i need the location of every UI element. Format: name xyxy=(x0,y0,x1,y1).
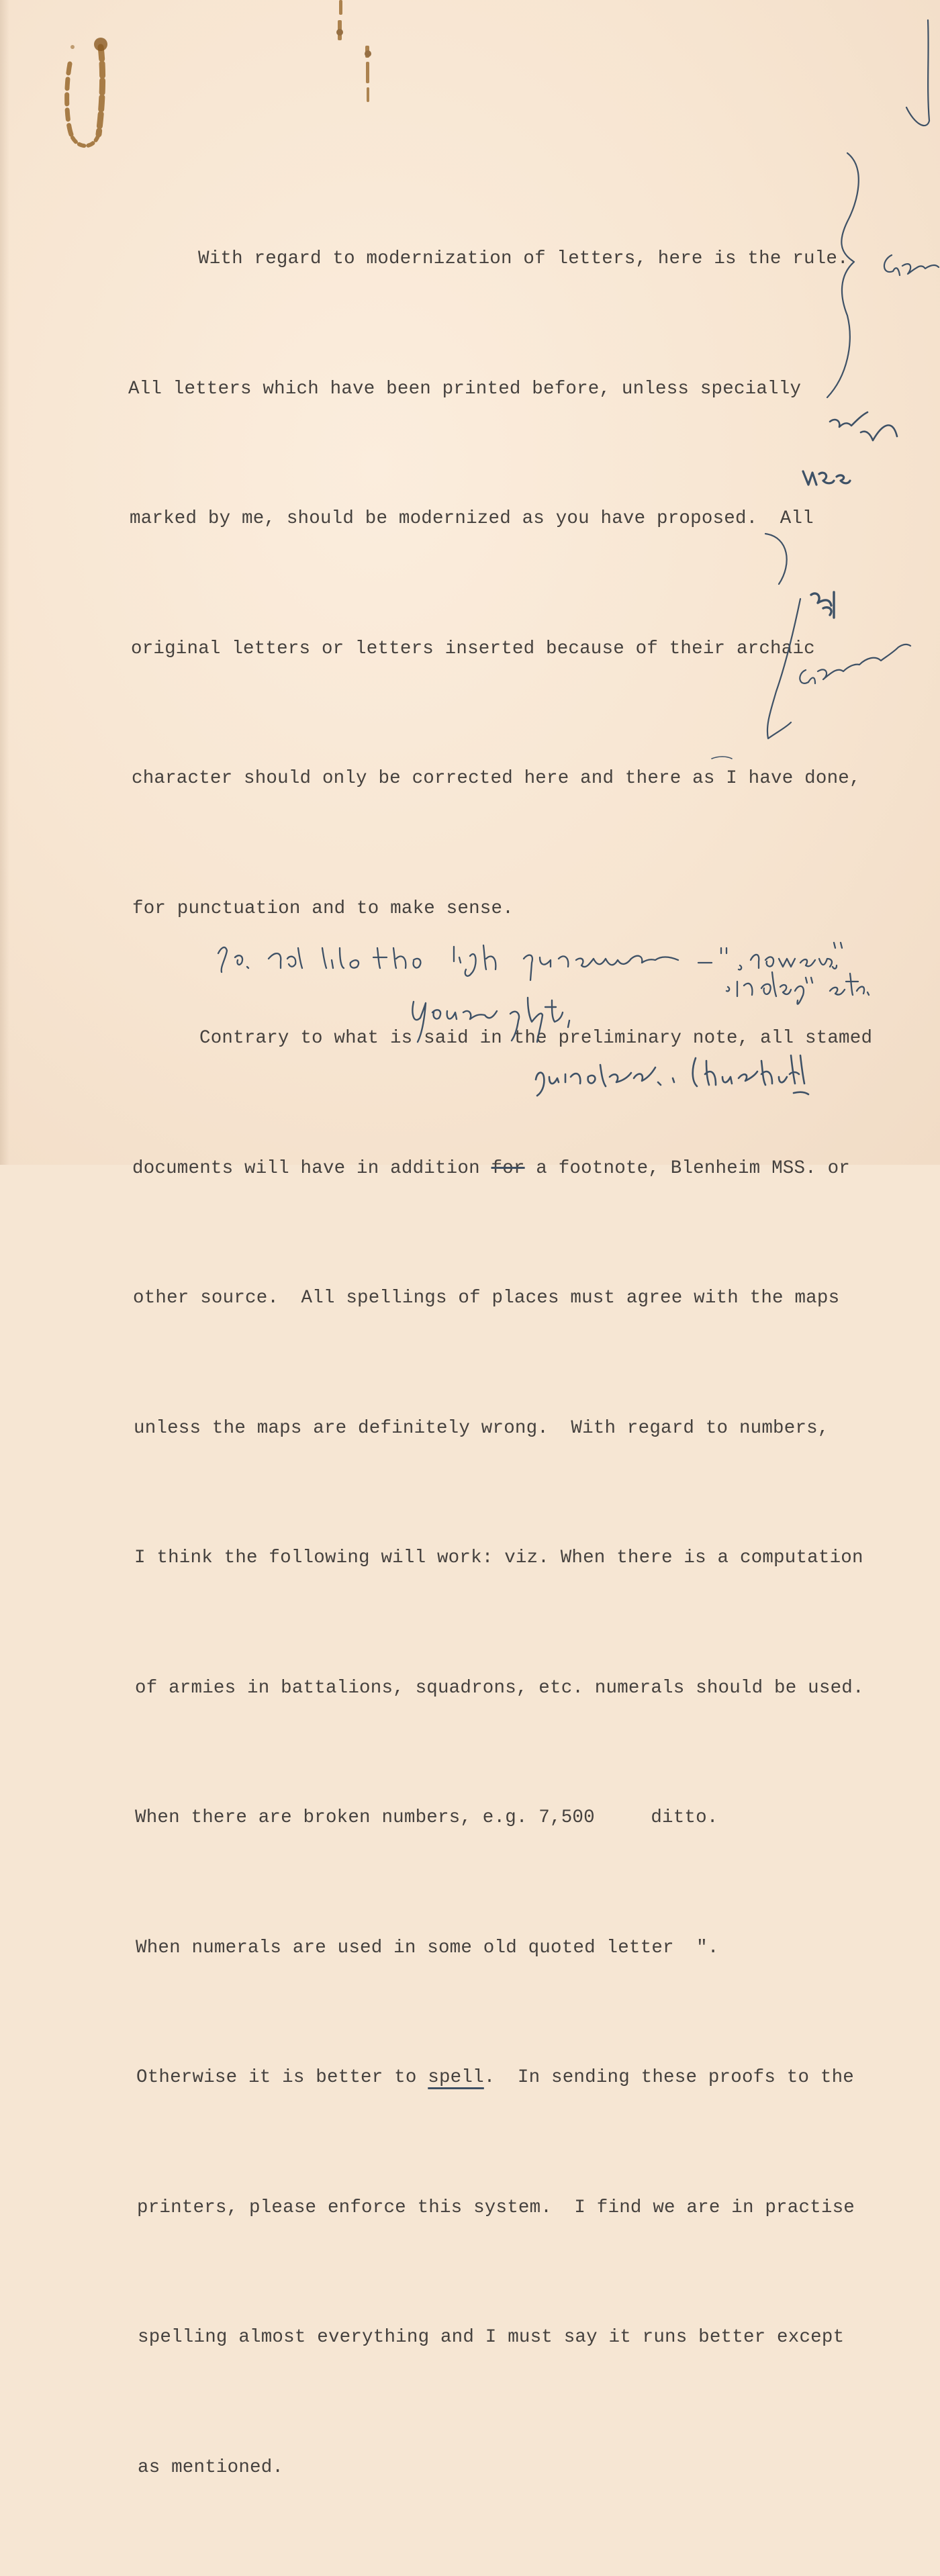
typed-fragment: Otherwise it is better to xyxy=(136,2067,428,2088)
typed-line: original letters or letters inserted because of their archaic xyxy=(131,638,815,659)
typed-line: When numerals are used in some old quoted letter ". xyxy=(136,1937,719,1958)
typed-line: spelling almost everything and I must say it runs better except xyxy=(138,2327,845,2348)
typed-line: marked by me, should be modernized as you have proposed. All xyxy=(130,508,814,529)
typed-line: as mentioned. xyxy=(138,2456,284,2478)
typed-line: other source. All spellings of places must agree with the maps xyxy=(133,1288,840,1308)
typed-line: of armies in battalions, squadrons, etc. numerals should be used. xyxy=(135,1677,864,1699)
typed-line xyxy=(132,1147,910,1191)
typed-line: printers, please enforce this system. I find we are in practise xyxy=(137,2197,855,2218)
typed-line: character should only be corrected here and there as I have done, xyxy=(132,768,861,789)
typed-line: All letters which have been printed before, unless specially xyxy=(128,378,802,399)
typed-fragment: documents will have in addition xyxy=(132,1157,491,1179)
typed-fragment: . In sending these proofs to the xyxy=(483,2067,854,2088)
typed-line: I think the following will work: viz. When there is a computation xyxy=(134,1547,863,1568)
typed-letter-body xyxy=(128,151,910,2576)
typed-line: unless the maps are definitely wrong. With regard to numbers, xyxy=(134,1417,829,1439)
typed-line: With regard to modernization of letters, here is the rule. xyxy=(198,248,849,269)
underlined-word: spell xyxy=(428,2067,484,2088)
typed-fragment: a footnote, Blenheim MSS. or xyxy=(524,1157,850,1179)
typed-line: Contrary to what is said in the preliminary note, all stamed xyxy=(199,1028,873,1049)
typed-line: for punctuation and to make sense. xyxy=(132,898,514,919)
struck-word: for xyxy=(491,1157,525,1179)
typed-line: When there are broken numbers, e.g. 7,500 ditto. xyxy=(135,1807,718,1828)
typed-line xyxy=(136,2056,910,2100)
